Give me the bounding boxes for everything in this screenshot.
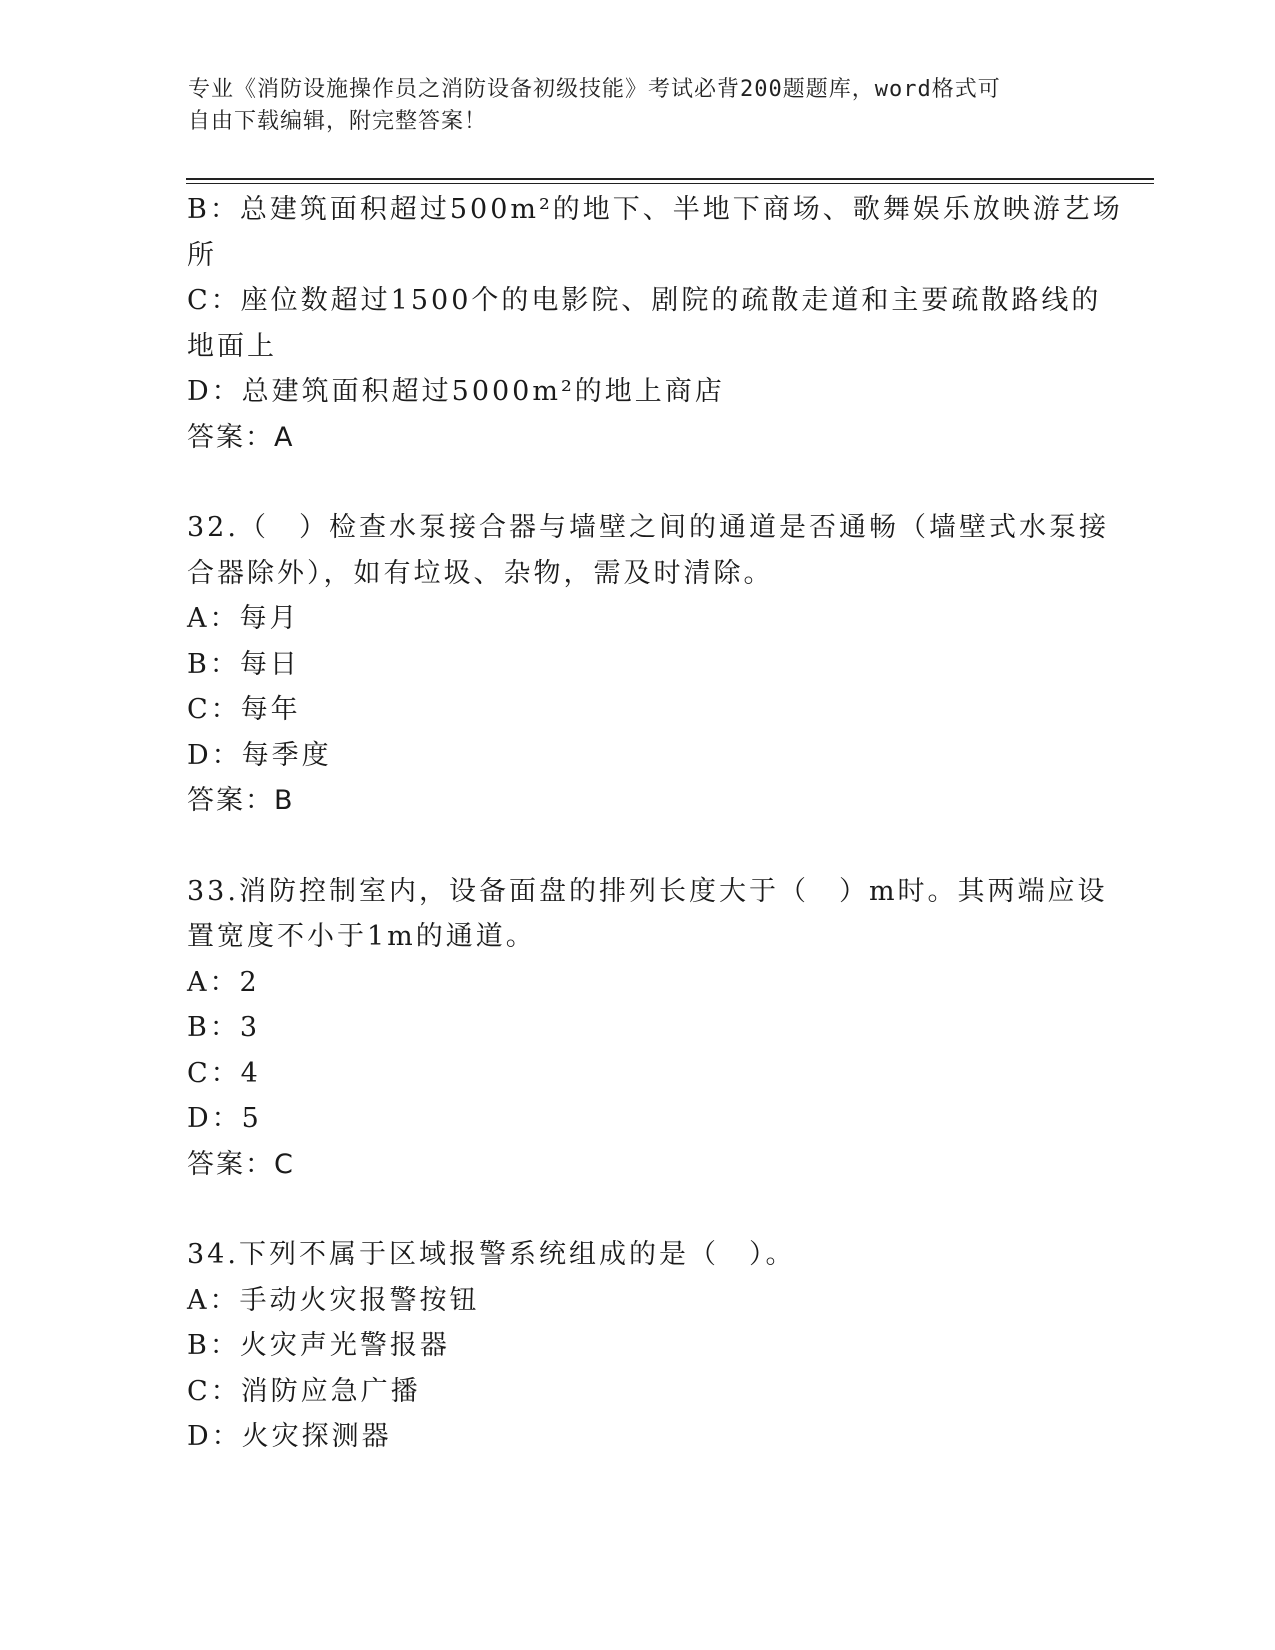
header-divider-thick: [186, 178, 1154, 180]
q31-option-c-line-1: C：座位数超过1500个的电影院、剧院的疏散走道和主要疏散路线的: [187, 285, 1102, 316]
spacer: [187, 1187, 1087, 1232]
q32-option-d: D：每季度: [187, 739, 332, 771]
q33-option-a: A：2: [187, 966, 260, 998]
header-title-line-1: 专业《消防设施操作员之消防设备初级技能》考试必背200题题库，word格式可: [188, 77, 1001, 102]
q32-answer: 答案：B: [187, 785, 295, 816]
question-32: [187, 505, 1109, 824]
q33-option-d: D：5: [187, 1103, 262, 1134]
q31-option-d: D：总建筑面积超过5000m²的地上商店: [187, 376, 725, 407]
q32-stem-line-1: 32.（ ）检查水泵接合器与墙壁之间的通道是否通畅（墙壁式水泵接: [187, 512, 1109, 543]
q34-option-a: A：手动火灾报警按钮: [187, 1284, 480, 1316]
question-34: [187, 1232, 1087, 1460]
q32-option-b: B：每日: [187, 648, 300, 680]
header-title-line-2: 自由下载编辑，附完整答案！: [188, 109, 488, 134]
q32-option-c: C：每年: [187, 694, 301, 725]
q34-option-c: C：消防应急广播: [187, 1375, 421, 1407]
q32-stem-line-2: 合器除外），如有垃圾、杂物，需及时清除。: [187, 557, 774, 589]
question-list: [187, 187, 1123, 1460]
spacer: [187, 824, 1087, 869]
q31-option-c-line-2: 地面上: [187, 330, 277, 362]
q34-stem: 34.下列不属于区域报警系统组成的是（ ）。: [187, 1239, 796, 1270]
q34-option-b: B：火灾声光警报器: [187, 1330, 450, 1361]
q34-option-d: D：火灾探测器: [187, 1421, 392, 1452]
question-31: [187, 187, 1123, 460]
q32-option-a: A：每月: [187, 603, 300, 634]
q33-option-b: B：3: [187, 1012, 261, 1043]
page-header: [188, 74, 1068, 138]
header-divider-thin: [186, 183, 1154, 184]
q33-stem-line-1: 33.消防控制室内，设备面盘的排列长度大于（ ）m时。其两端应设: [187, 875, 1108, 907]
q33-answer: 答案：C: [187, 1148, 295, 1180]
question-33: [187, 869, 1108, 1188]
q31-answer: 答案：A: [187, 421, 295, 453]
spacer: [187, 460, 1087, 505]
q31-option-b-line-2: 所: [187, 239, 217, 271]
q33-option-c: C：4: [187, 1057, 261, 1089]
q31-option-b-line-1: B：总建筑面积超过500m²的地下、半地下商场、歌舞娱乐放映游艺场: [187, 194, 1123, 225]
q33-stem-line-2: 置宽度不小于1m的通道。: [187, 921, 536, 952]
